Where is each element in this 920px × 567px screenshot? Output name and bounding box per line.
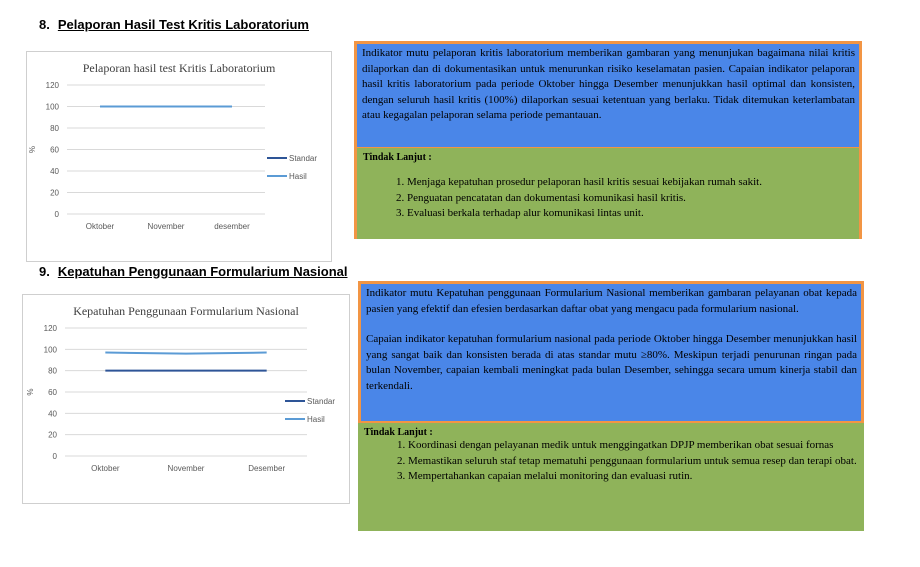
legend-label: Standar [307, 397, 336, 406]
info-box-section-8 [354, 41, 862, 239]
section-8-heading [39, 17, 309, 32]
list-item: 3. Evaluasi berkala terhadap alur komunikasi lintas unit. [407, 206, 853, 222]
y-axis-label: % [26, 388, 35, 396]
x-tick-label: desember [214, 222, 250, 231]
tindak-lanjut-panel [357, 148, 859, 239]
y-tick-label: 120 [43, 324, 57, 333]
list-item: 1. Koordinasi dengan pelayanan medik untuk menggingatkan DPJP memberikan obat sesuai fornas [408, 438, 858, 454]
section-title: Pelaporan Hasil Test Kritis Laboratorium [57, 17, 309, 32]
section-9-heading [39, 264, 348, 279]
y-tick-label: 0 [54, 210, 59, 219]
legend-label: Hasil [307, 415, 325, 424]
y-tick-label: 100 [43, 345, 57, 355]
series-line-hasil [105, 353, 266, 354]
description-text-2: Capaian indikator kepatuhan formularium nasional pada periode Oktober hingga Desember menunjukkan hasil yang sangat baik dan konsisten berada di atas standar mutu ≥80%. Meskipun terjadi penurunan ringan pada bulan November, capaian kembali meningkat pada bulan Desember, sehingga secara umum kinerja stabil dan terkendali. [366, 333, 857, 392]
y-tick-label: 40 [50, 167, 59, 176]
description-panel [357, 44, 859, 147]
x-tick-label: Desember [248, 464, 286, 473]
y-tick-label: 20 [48, 430, 57, 440]
tindak-lanjut-list [363, 175, 853, 222]
y-tick-label: 120 [45, 81, 59, 90]
info-box-section-9 [358, 281, 864, 531]
list-item: 3. Mempertahankan capaian melalui monitoring dan evaluasi rutin. [408, 469, 858, 485]
y-tick-label: 0 [52, 452, 57, 461]
tindak-lanjut-label: Tindak Lanjut : [363, 152, 432, 163]
tindak-lanjut-label: Tindak Lanjut : [364, 427, 433, 438]
x-tick-label: November [147, 222, 185, 231]
section-number: 9. [39, 264, 50, 279]
tindak-lanjut-list [364, 438, 858, 485]
chart-pelaporan-kritis-svg [27, 52, 331, 261]
y-tick-label: 80 [50, 124, 59, 133]
y-tick-label: 100 [45, 102, 59, 112]
description-text: Indikator mutu Kepatuhan penggunaan Formularium Nasional memberikan gambaran pelayanan obat kepada pasien yang efektif dan efesien berdasarkan daftar obat yang mengacu pada formularium nasional. [366, 287, 857, 315]
legend-label: Hasil [289, 172, 307, 181]
chart-pelaporan-kritis [26, 51, 332, 262]
list-item: 1. Menjaga kepatuhan prosedur pelaporan hasil kritis sesuai kebijakan rumah sakit. [407, 175, 853, 191]
chart-title: Kepatuhan Penggunaan Formularium Nasional [73, 304, 299, 318]
x-tick-label: November [167, 464, 205, 473]
legend-label: Standar [289, 154, 318, 163]
x-tick-label: Oktober [91, 464, 120, 473]
y-tick-label: 40 [48, 409, 57, 419]
description-panel [361, 284, 861, 421]
list-item: 2. Memastikan seluruh staf tetap mematuhi penggunaan formularium untuk semua resep dan terapi obat. [408, 454, 858, 470]
section-number: 8. [39, 17, 50, 32]
y-axis-label: % [28, 145, 37, 154]
chart-title: Pelaporan hasil test Kritis Laboratorium [82, 61, 276, 75]
x-tick-label: Oktober [85, 222, 115, 231]
y-tick-label: 60 [50, 145, 59, 155]
list-item: 2. Penguatan pencatatan dan dokumentasi komunikasi hasil kritis. [407, 191, 853, 207]
y-tick-label: 60 [48, 388, 57, 397]
chart-formularium-nasional [22, 294, 350, 504]
y-tick-label: 80 [48, 366, 57, 376]
tindak-lanjut-panel [358, 423, 864, 531]
description-text: Indikator mutu pelaporan kritis laboratorium memberikan gambaran yang menunjukan bagaimana nilai kritis dilaporkan dan di dokumentasikan untuk menurunkan risiko keselamatan pasien. Capaian indikator pelaporan hasil kritis laboratorium pada periode Oktober hingga Desember menunjukkan hasil optimal dan konsisten, dengan seluruh hasil kritis (100%) dilaporkan sesuai ketentuan yang berlaku. Tidak ditemukan keterlambatan atau kegagalan pelaporan selama periode pemantauan. [362, 47, 855, 121]
chart-formularium-nasional-svg [23, 295, 349, 503]
section-title: Kepatuhan Penggunaan Formularium Nasional [57, 264, 348, 279]
y-tick-label: 20 [50, 188, 59, 198]
